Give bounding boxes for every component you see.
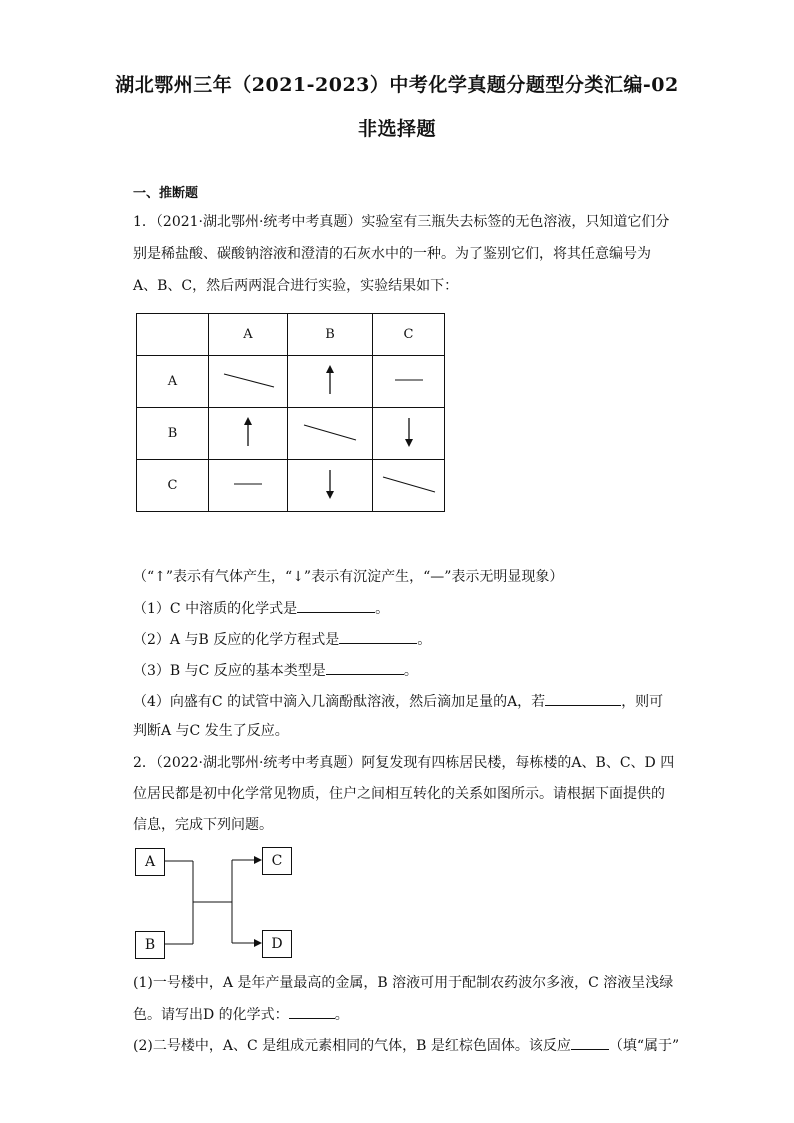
document-title: 湖北鄂州三年（2021-2023）中考化学真题分题型分类汇编-02 [115,74,679,96]
table-row-header: B [137,408,209,460]
document-subtitle: 非选择题 [357,118,436,140]
q2-text-line1: 2．（2022·湖北鄂州·统考中考真题）阿复发现有四栋居民楼，每栋楼的A、B、C、D 四 [133,755,675,771]
q1-text-line2: 别是稀盐酸、碳酸钠溶液和澄清的石灰水中的一种。为了鉴别它们，将其任意编号为 [133,246,651,262]
q1-sub1-text: （1）C 中溶质的化学式是 [133,601,298,617]
q1-text-line3: A、B、C，然后两两混合进行实验，实验结果如下： [133,278,459,294]
q1-sub2-text: （2）A 与B 反应的化学方程式是 [133,632,340,648]
q1-sub4-line2: 判断A 与C 发生了反应。 [133,723,289,739]
q1-sub2-end: 。 [417,632,432,648]
answer-blank[interactable] [571,1035,609,1050]
q1-sub4-end: ，则可 [621,694,664,710]
q1-text-line1: 1．（2021·湖北鄂州·统考中考真题）实验室有三瓶失去标签的无色溶液，只知道它们分 [133,214,670,230]
table-row-header: A [137,356,209,408]
table-col-header: A [209,314,288,356]
q2-sub1-text: 色。请写出D 的化学式： [133,1007,289,1023]
table-col-header: B [288,314,373,356]
q1-sub4-text: （4）向盛有C 的试管中滴入几滴酚酞溶液，然后滴加足量的A，若 [133,694,546,710]
q1-legend: （“↑”表示有气体产生，“↓”表示有沉淀产生，“—”表示无明显现象） [133,569,564,585]
q2-sub1-line2 [133,1004,665,1025]
diagram-box-d: D [262,930,292,958]
diagram-box-c: C [262,847,292,875]
diagram-box-b: B [135,931,165,959]
q1-sub3-end: 。 [403,663,418,679]
q2-sub1-end: 。 [334,1007,349,1023]
q1-sub3-text: （3）B 与C 反应的基本类型是 [133,663,326,679]
q2-sub2-end: （填“属于” [608,1038,680,1054]
table-row-header: C [137,460,209,512]
table-col-header: C [373,314,445,356]
q2-sub2-text: (2)二号楼中，A、C 是组成元素相同的气体，B 是红棕色固体。该反应 [133,1038,571,1054]
q2-text-line2: 位居民都是初中化学常见物质，住户之间相互转化的关系如图所示。请根据下面提供的 [133,786,665,802]
q1-sub1-end: 。 [375,601,390,617]
diagram-box-a: A [135,848,165,876]
section-heading: 一、推断题 [133,186,199,201]
q2-text-line3: 信息，完成下列问题。 [133,817,273,833]
q2-sub1-line1: (1)一号楼中，A 是年产量最高的金属，B 溶液可用于配制农药波尔多液，C 溶液呈浅绿 [133,975,674,991]
answer-blank[interactable] [289,1004,335,1019]
q2-sub2 [133,1035,680,1056]
